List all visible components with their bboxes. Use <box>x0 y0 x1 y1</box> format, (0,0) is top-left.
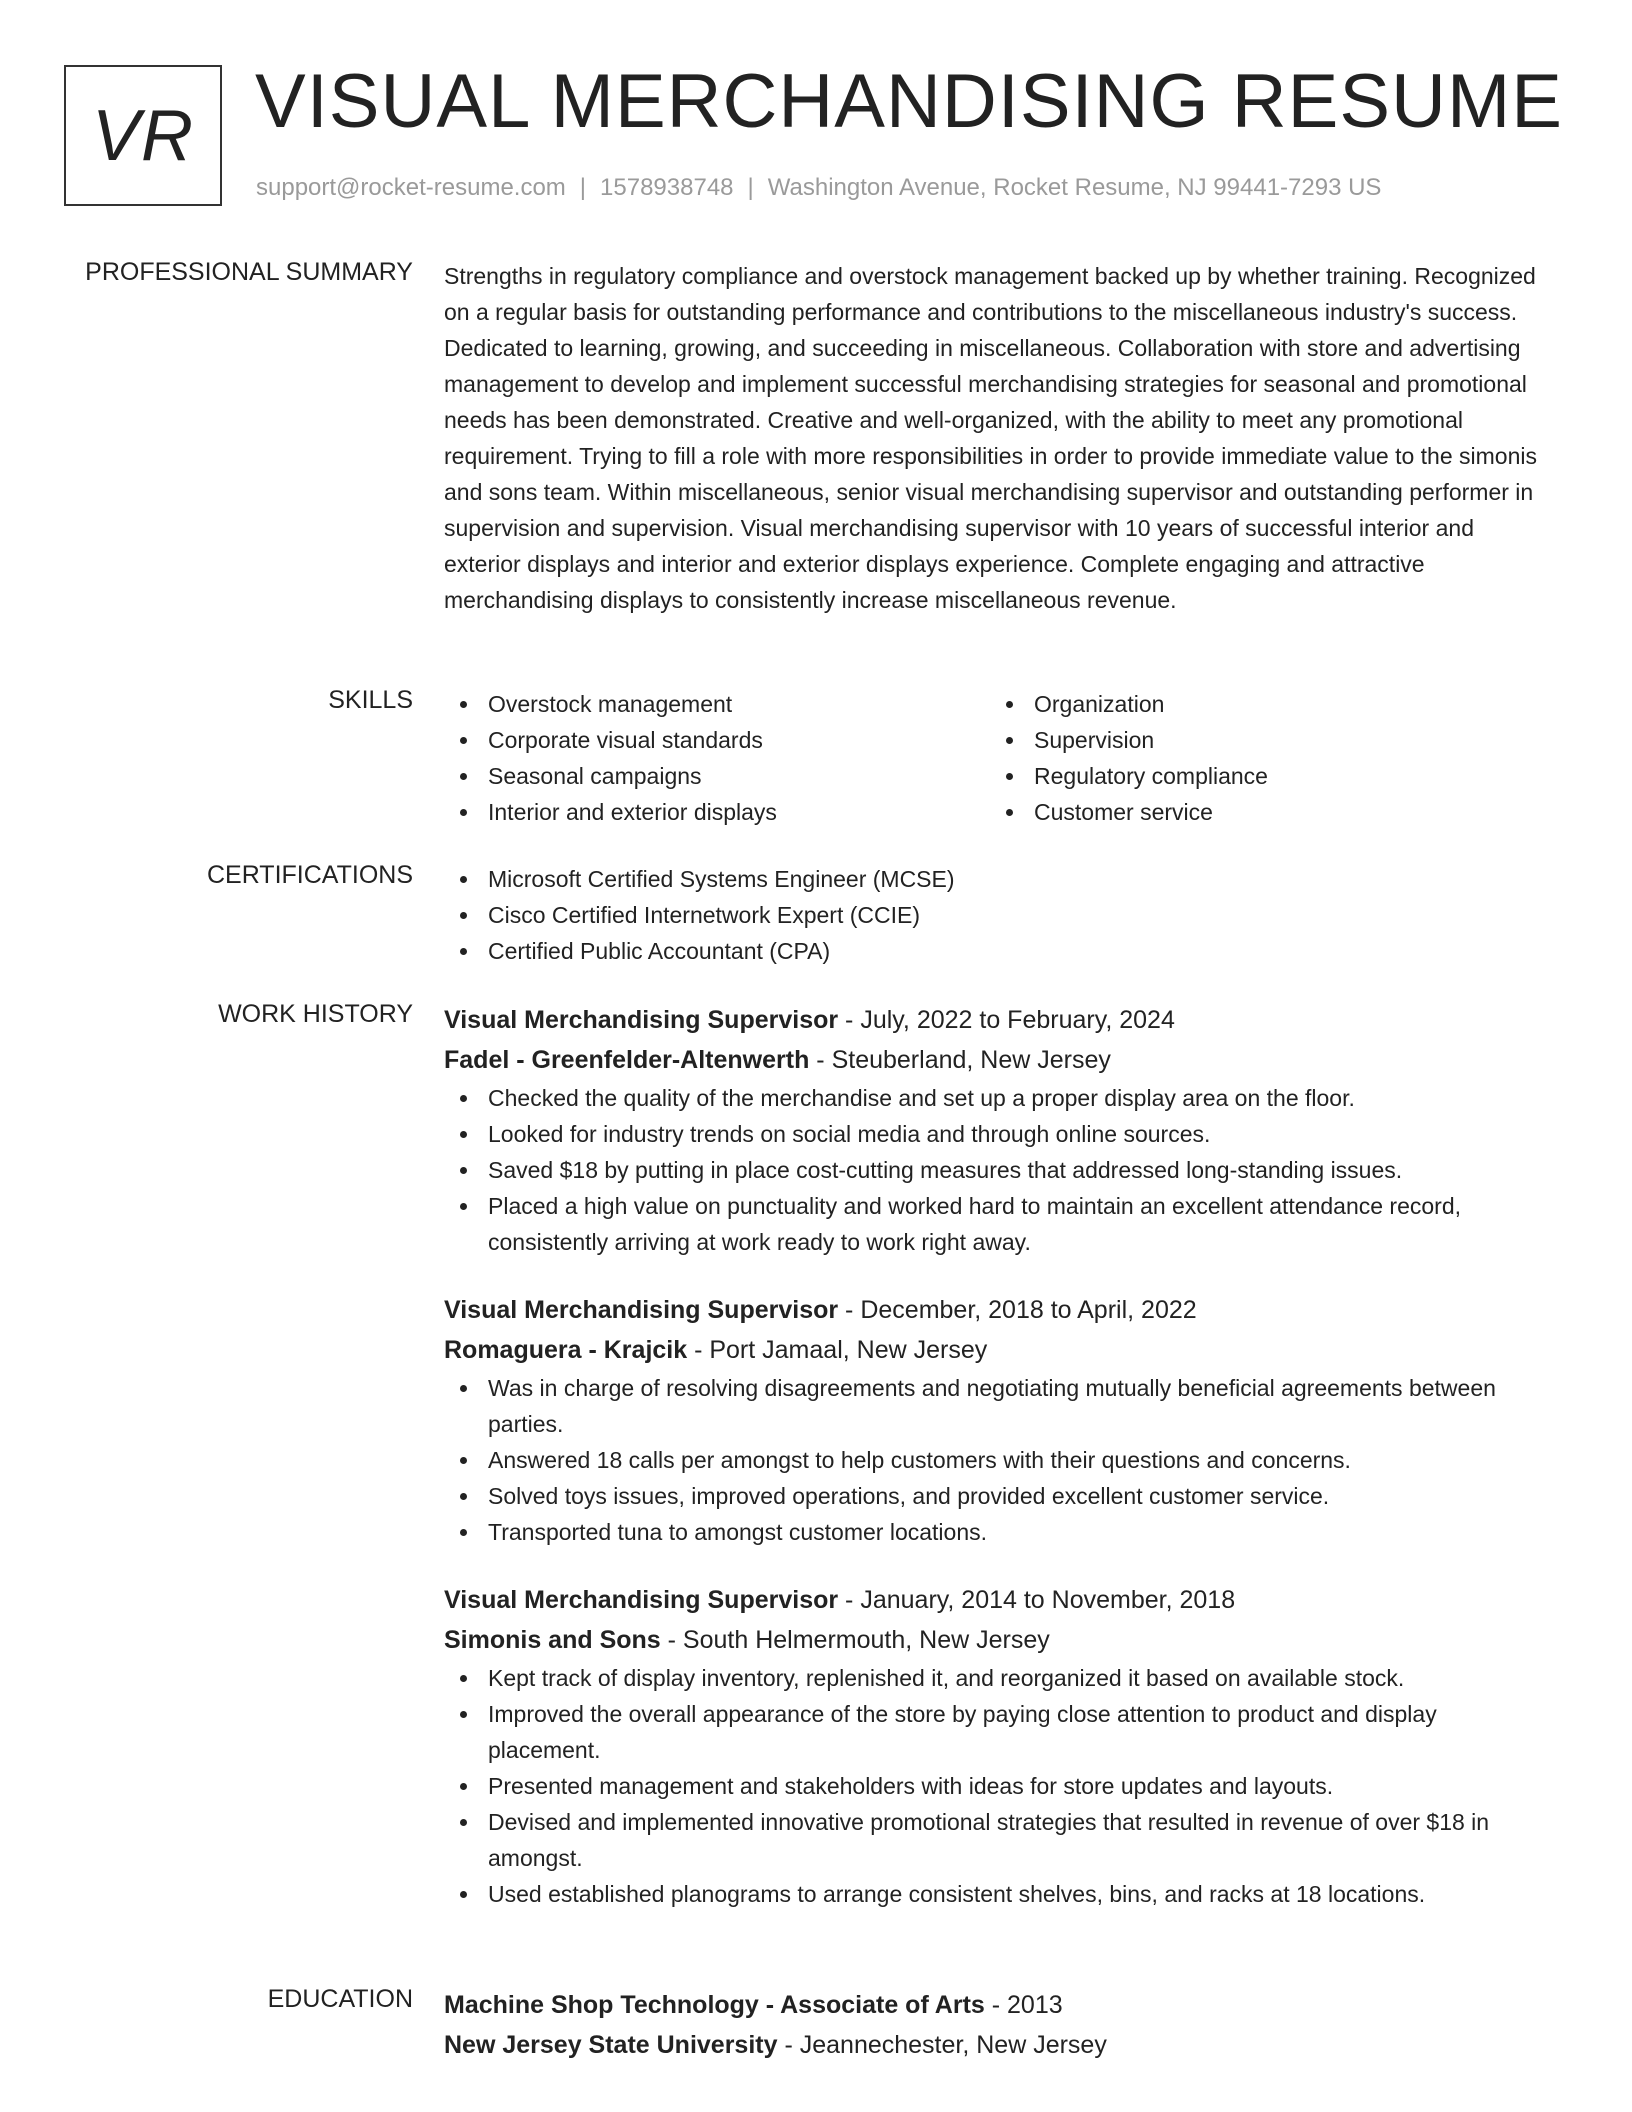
job-title: Visual Merchandising Supervisor <box>444 1006 839 1034</box>
job-bullet: Saved $18 by putting in place cost-cutting measures that addressed long-standing issues. <box>444 1152 1554 1188</box>
job-title-line <box>444 1000 1554 1040</box>
skill-item: Corporate visual standards <box>444 722 990 758</box>
job-bullet: Checked the quality of the merchandise and set up a proper display area on the floor. <box>444 1080 1554 1116</box>
skill-item: Supervision <box>990 722 1536 758</box>
skill-item: Seasonal campaigns <box>444 758 990 794</box>
skill-item: Customer service <box>990 794 1536 830</box>
contact-separator: | <box>747 174 754 201</box>
education-school: New Jersey State University <box>444 2031 778 2059</box>
job-bullets <box>444 1080 1554 1260</box>
job-bullet: Answered 18 calls per amongst to help customers with their questions and concerns. <box>444 1442 1554 1478</box>
certifications-list <box>444 861 1554 969</box>
job-entry <box>444 1290 1554 1550</box>
job-location: - South Helmermouth, New Jersey <box>660 1626 1050 1654</box>
job-company-line <box>444 1040 1554 1080</box>
section-label-work: WORK HISTORY <box>218 1000 413 1028</box>
job-bullet: Presented management and stakeholders with ideas for store updates and layouts. <box>444 1768 1554 1804</box>
certification-item: Microsoft Certified Systems Engineer (MCSE) <box>444 861 1554 897</box>
job-dates: - January, 2014 to November, 2018 <box>838 1586 1236 1614</box>
job-bullets <box>444 1660 1554 1912</box>
job-bullet: Transported tuna to amongst customer locations. <box>444 1514 1554 1550</box>
skill-item: Regulatory compliance <box>990 758 1536 794</box>
education-degree: Machine Shop Technology - Associate of Arts <box>444 1991 985 2019</box>
contact-line <box>256 174 1381 202</box>
job-company: Fadel - Greenfelder-Altenwerth <box>444 1046 810 1074</box>
job-dates: - July, 2022 to February, 2024 <box>838 1006 1175 1034</box>
contact-email: support@rocket-resume.com <box>256 174 566 201</box>
section-label-education: EDUCATION <box>267 1985 413 2013</box>
section-label-certifications: CERTIFICATIONS <box>206 861 413 889</box>
skills-list-left <box>444 686 990 830</box>
contact-address: Washington Avenue, Rocket Resume, NJ 99441-7293 US <box>767 174 1382 201</box>
job-bullet: Was in charge of resolving disagreements and negotiating mutually beneficial agreements between parties. <box>444 1370 1554 1442</box>
job-company-line <box>444 1620 1554 1660</box>
monogram-logo: VR <box>64 65 222 206</box>
certification-item: Cisco Certified Internetwork Expert (CCIE) <box>444 897 1554 933</box>
job-entry <box>444 1000 1554 1260</box>
job-company-line <box>444 1330 1554 1370</box>
job-entry <box>444 1580 1554 1912</box>
job-bullet: Looked for industry trends on social media and through online sources. <box>444 1116 1554 1152</box>
job-bullet: Improved the overall appearance of the store by paying close attention to product and display placement. <box>444 1696 1554 1768</box>
job-location: - Steuberland, New Jersey <box>809 1046 1111 1074</box>
summary-text: Strengths in regulatory compliance and overstock management backed up by whether training. Recognized on a regular basis for outstanding performance and contributions to the miscellaneous industry's success. Dedicated to learning, growing, and succeeding in miscellaneous. Collaboration with store and advertising management to develop and implement successful merchandising strategies for seasonal and promotional needs has been demonstrated. Creative and well-organized, with the ability to meet any promotional requirement. Trying to fill a role with more responsibilities in order to provide immediate value to the simonis and sons team. Within miscellaneous, senior visual merchandising supervisor and outstanding performer in supervision and supervision. Visual merchandising supervisor with 10 years of successful interior and exterior displays and interior and exterior displays experience. Complete engaging and attractive merchandising displays to consistently increase miscellaneous revenue. <box>444 263 1537 613</box>
contact-separator: | <box>579 174 587 201</box>
job-title-line <box>444 1290 1554 1330</box>
education-location: - Jeannechester, New Jersey <box>777 2031 1107 2059</box>
section-label-skills: SKILLS <box>328 686 413 714</box>
job-dates: - December, 2018 to April, 2022 <box>838 1296 1197 1324</box>
resume-title: VISUAL MERCHANDISING RESUME <box>255 59 1563 144</box>
skill-item: Organization <box>990 686 1536 722</box>
section-label-summary: PROFESSIONAL SUMMARY <box>85 258 413 286</box>
job-title: Visual Merchandising Supervisor <box>444 1586 839 1614</box>
job-bullet: Solved toys issues, improved operations, and provided excellent customer service. <box>444 1478 1554 1514</box>
certification-item: Certified Public Accountant (CPA) <box>444 933 1554 969</box>
job-bullet: Placed a high value on punctuality and worked hard to maintain an excellent attendance record, consistently arriving at work ready to work right away. <box>444 1188 1554 1260</box>
job-location: - Port Jamaal, New Jersey <box>687 1336 988 1364</box>
education-year: - 2013 <box>984 1991 1063 2019</box>
skill-item: Overstock management <box>444 686 990 722</box>
skill-item: Interior and exterior displays <box>444 794 990 830</box>
job-bullet: Kept track of display inventory, replenished it, and reorganized it based on available stock. <box>444 1660 1554 1696</box>
job-title-line <box>444 1580 1554 1620</box>
education-school-line <box>444 2025 1554 2065</box>
job-bullet: Used established planograms to arrange consistent shelves, bins, and racks at 18 locations. <box>444 1876 1554 1912</box>
job-bullets <box>444 1370 1554 1550</box>
skills-list-right <box>990 686 1536 830</box>
job-company: Simonis and Sons <box>444 1626 661 1654</box>
contact-phone: 1578938748 <box>600 174 734 201</box>
education-degree-line <box>444 1985 1554 2025</box>
job-bullet: Devised and implemented innovative promotional strategies that resulted in revenue of over $18 in amongst. <box>444 1804 1554 1876</box>
job-title: Visual Merchandising Supervisor <box>444 1296 839 1324</box>
job-company: Romaguera - Krajcik <box>444 1336 688 1364</box>
